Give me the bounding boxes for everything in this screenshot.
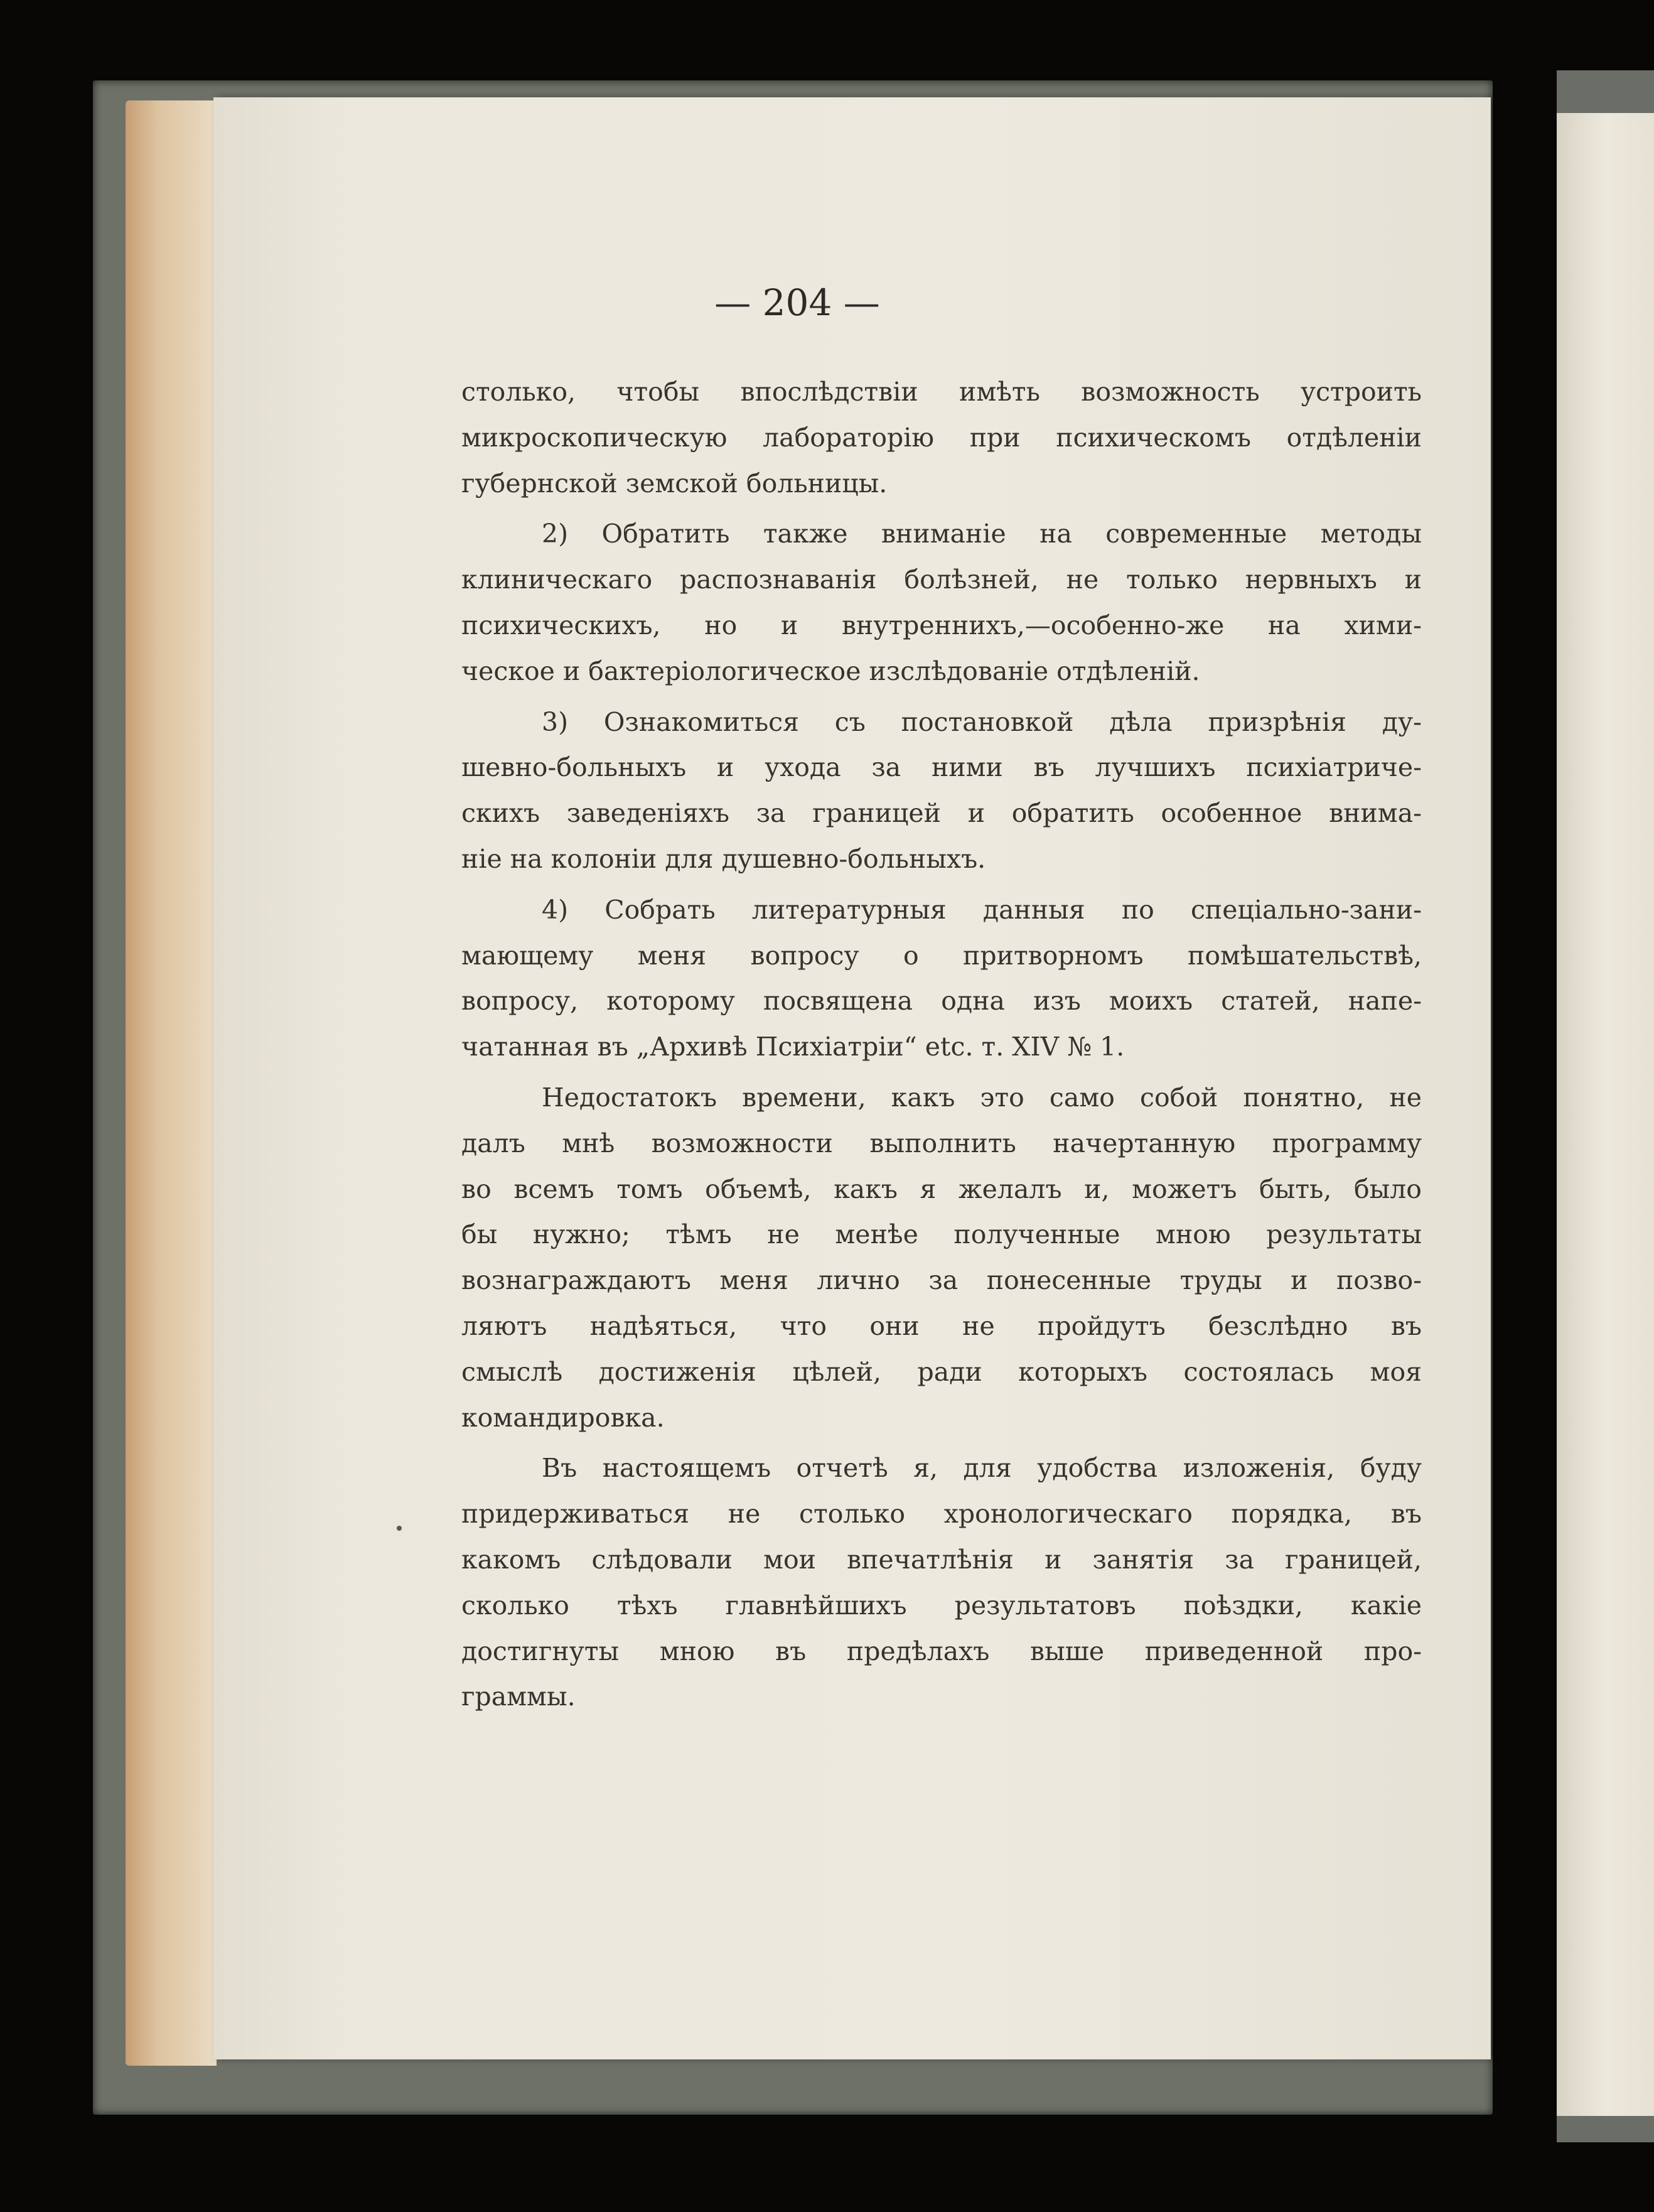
text-line: психическихъ, но и внутреннихъ,—особенно-же на хими-	[461, 610, 1422, 640]
paragraph-6	[461, 1445, 1422, 1720]
text-line: ческое и бактеріологическое изслѣдованіе отдѣленій.	[461, 656, 1200, 686]
text-line: клиническаго распознаванія болѣзней, не только нервныхъ и	[461, 564, 1422, 595]
text-line: мающему меня вопросу о притворномъ помѣшательствѣ,	[461, 940, 1422, 971]
text-line: вопросу, которому посвящена одна изъ моихъ статей, напе-	[461, 986, 1422, 1017]
text-line: чатанная въ „Архивѣ Психіатріи“ etc. т. XIV № 1.	[461, 1032, 1125, 1062]
text-line: Въ настоящемъ отчетѣ я, для удобства изложенія, буду	[542, 1453, 1422, 1484]
text-line: скихъ заведеніяхъ за границей и обратить особенное внима-	[461, 798, 1422, 829]
facing-page	[1557, 113, 1654, 2116]
text-line: шевно-больныхъ и ухода за ними въ лучшихъ психіатриче-	[461, 752, 1422, 783]
text-line: граммы.	[461, 1681, 576, 1712]
ink-speck	[397, 1526, 402, 1531]
text-line: придерживаться не столько хронологическаго порядка, въ	[461, 1499, 1422, 1530]
paragraph-3	[461, 699, 1422, 882]
text-line: 4) Собрать литературныя данныя по спеціально-зани-	[542, 894, 1422, 925]
text-line: губернской земской больницы.	[461, 468, 888, 499]
text-line: ніе на колоніи для душевно-больныхъ.	[461, 843, 986, 874]
page-number: — 204 —	[714, 281, 880, 324]
text-line: достигнуты мною въ предѣлахъ выше приведенной про-	[461, 1636, 1422, 1666]
paragraph-4	[461, 887, 1422, 1070]
text-line: бы нужно; тѣмъ не менѣе полученные мною результаты	[461, 1219, 1422, 1250]
text-line: 3) Ознакомиться съ постановкой дѣла призрѣнія ду-	[542, 706, 1422, 737]
page-block-edge	[126, 100, 217, 2066]
text-line: Недостатокъ времени, какъ это само собой понятно, не	[542, 1082, 1422, 1113]
text-line: вознаграждаютъ меня лично за понесенные труды и позво-	[461, 1265, 1422, 1296]
paragraph-2	[461, 511, 1422, 694]
text-line: какомъ слѣдовали мои впечатлѣнія и занятія за границей,	[461, 1544, 1422, 1575]
text-line: командировка.	[461, 1402, 665, 1433]
text-line: смыслѣ достиженія цѣлей, ради которыхъ состоялась моя	[461, 1356, 1422, 1387]
text-line: во всемъ томъ объемѣ, какъ я желалъ и, можетъ быть, было	[461, 1173, 1422, 1204]
paragraph-1	[461, 369, 1422, 506]
text-line: ляютъ надѣяться, что они не пройдутъ безслѣдно въ	[461, 1310, 1422, 1341]
text-line: микроскопическую лабораторію при психическомъ отдѣленіи	[461, 422, 1422, 453]
text-line: столько, чтобы впослѣдствіи имѣть возможность устроить	[461, 377, 1422, 407]
text-line: 2) Обратить также вниманіе на современные методы	[542, 519, 1422, 549]
text-line: сколько тѣхъ главнѣйшихъ результатовъ поѣздки, какіе	[461, 1590, 1422, 1621]
paragraph-5	[461, 1075, 1422, 1440]
text-line: далъ мнѣ возможности выполнить начертанную программу	[461, 1128, 1422, 1158]
body-text	[461, 369, 1422, 1720]
